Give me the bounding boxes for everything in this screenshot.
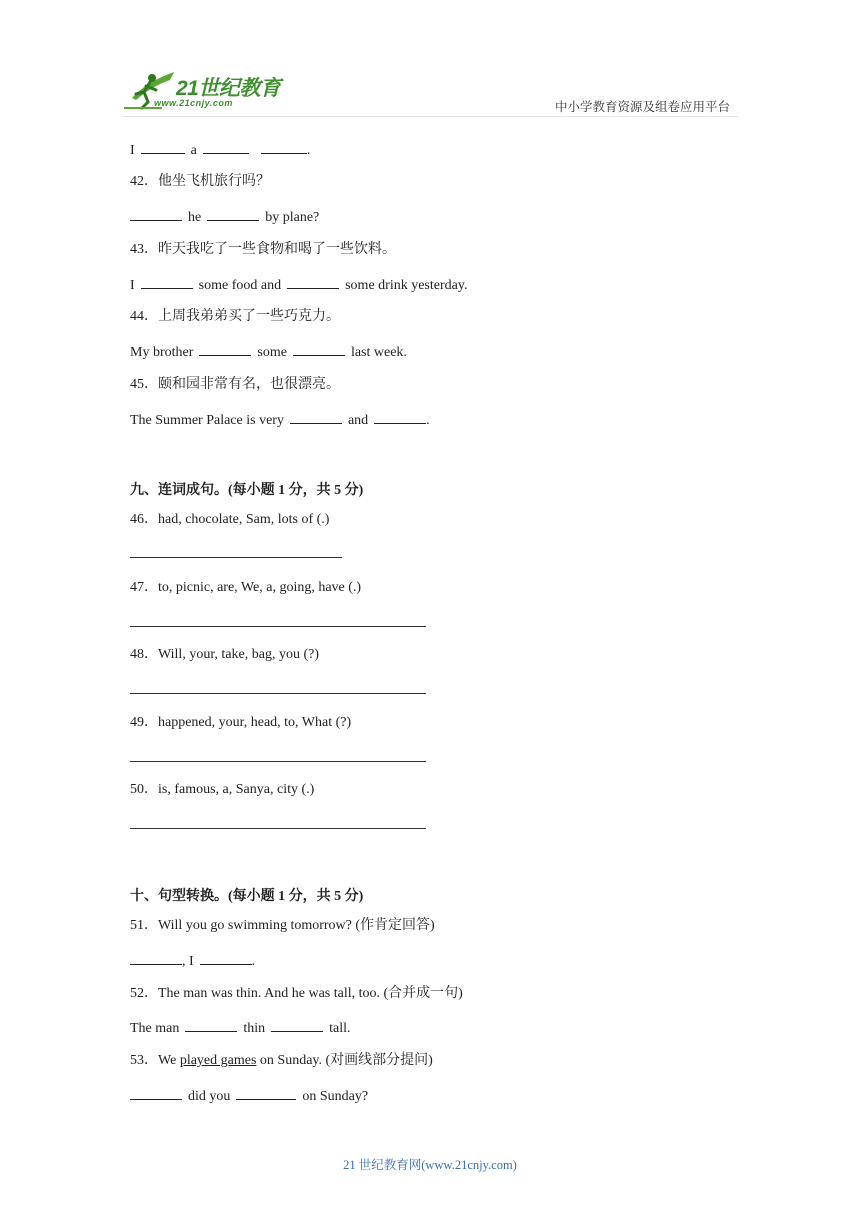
q52-prompt: 52．The man was thin. And he was tall, too. (合并成一句) (130, 986, 463, 1001)
answer-blank[interactable] (287, 275, 339, 289)
answer-line[interactable] (130, 693, 426, 694)
answer-line[interactable] (130, 761, 426, 762)
answer-blank[interactable] (130, 207, 182, 221)
answer-blank[interactable] (141, 275, 193, 289)
q46-prompt: 46．had, chocolate, Sam, lots of (.) (130, 512, 330, 527)
answer-blank[interactable] (199, 342, 251, 356)
section-heading-9: 九、连词成句。(每小题 1 分，共 5 分) (130, 483, 364, 498)
answer-blank[interactable] (130, 1086, 182, 1100)
q42-answer-line: he by plane? (130, 207, 319, 227)
answer-blank[interactable] (207, 207, 259, 221)
answer-blank[interactable] (200, 951, 252, 965)
q53-answer-line: did you on Sunday? (130, 1086, 368, 1106)
header-tagline: 中小学教育资源及组卷应用平台 (554, 100, 730, 114)
q50-prompt: 50．is, famous, a, Sanya, city (.) (130, 782, 315, 797)
answer-blank[interactable] (374, 410, 426, 424)
q49-prompt: 49．happened, your, head, to, What (?) (130, 715, 352, 730)
answer-blank[interactable] (290, 410, 342, 424)
answer-blank[interactable] (130, 951, 182, 965)
q42-prompt: 42．他坐飞机旅行吗？ (130, 174, 270, 189)
q43-prompt: 43．昨天我吃了一些食物和喝了一些饮料。 (130, 242, 396, 257)
q41-answer-line: I a . (130, 140, 310, 160)
q47-prompt: 47．to, picnic, are, We, a, going, have (.) (130, 580, 362, 595)
answer-blank[interactable] (293, 342, 345, 356)
answer-line[interactable] (130, 828, 426, 829)
answer-blank[interactable] (203, 140, 249, 154)
q53-prompt: 53．We played games on Sunday. (对画线部分提问) (130, 1053, 433, 1068)
q45-answer-line: The Summer Palace is very and . (130, 410, 430, 430)
q43-answer-line: I some food and some drink yesterday. (130, 275, 467, 295)
q44-prompt: 44．上周我弟弟买了一些巧克力。 (130, 309, 340, 324)
footer-text: 21 世纪教育网(www.21cnjy.com) (343, 1158, 517, 1172)
answer-blank[interactable] (261, 140, 307, 154)
q51-prompt: 51．Will you go swimming tomorrow? (作肯定回答) (130, 918, 435, 933)
answer-blank[interactable] (185, 1018, 237, 1032)
underlined-phrase: played games (179, 1053, 257, 1068)
logo-text: 21世纪教育 (176, 77, 281, 100)
q44-answer-line: My brother some last week. (130, 342, 407, 362)
logo-url: www.21cnjy.com (154, 98, 233, 108)
q45-prompt: 45．颐和园非常有名，也很漂亮。 (130, 377, 340, 392)
q52-answer-line: The man thin tall. (130, 1018, 351, 1038)
logo (122, 68, 292, 116)
answer-blank[interactable] (236, 1086, 296, 1100)
section-heading-10: 十、句型转换。(每小题 1 分，共 5 分) (130, 889, 364, 904)
q51-answer-line: , I . (130, 951, 255, 971)
answer-line[interactable] (130, 557, 342, 558)
answer-line[interactable] (130, 626, 426, 627)
q48-prompt: 48．Will, your, take, bag, you (?) (130, 647, 319, 662)
header-divider (122, 116, 738, 117)
answer-blank[interactable] (141, 140, 185, 154)
answer-blank[interactable] (271, 1018, 323, 1032)
